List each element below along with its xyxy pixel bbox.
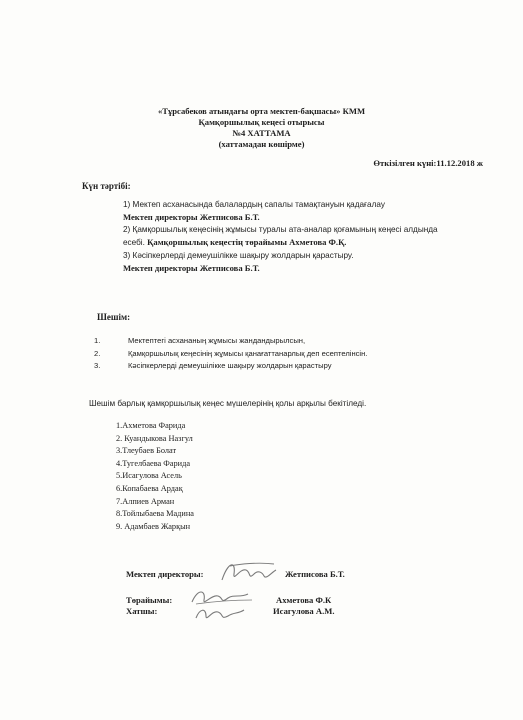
member-item: 7.Алпиев Арман [116,496,175,506]
agenda-item-2: 2) Қамқоршылық кеңесінің жұмысы туралы ата-аналар қоғамының кеңесі алдында [123,224,438,234]
agenda-speaker-2: Қамқоршылық кеңестің төрайымы Ахметова Ф.Қ. [147,237,347,248]
decision-text: Мектептегі асхананың жұмысы жандандырылсын, [128,336,306,345]
member-item: 1.Ахметова Фарида [116,421,186,430]
decision-item [94,361,434,372]
agenda-title: Күн тәртібі: [82,181,131,191]
member-item: 3.Тлеубаев Болат [116,446,177,456]
agenda-list [123,199,438,274]
chair-name: Ахметова Ф.К [276,595,332,605]
agenda-item-2-cont [123,236,438,249]
agenda-item-2-tail: есебі. [123,238,148,248]
member-item: 5.Исагулова Асель [116,471,182,481]
school-name: «Тұрсабеков атындағы орта мектеп-бақшасы» КММ [157,106,366,116]
members-list [116,420,194,533]
protocol-subtitle: (хаттамадан көшірме) [218,139,305,149]
agenda-item-1: 1) Мектеп асханасында балалардың сапалы тамақтануын қадағалау [123,200,385,209]
decision-number: 1. [94,336,101,345]
secretary-name: Исагулова А.М. [273,606,335,616]
member-item: 9. Адамбаев Жарқын [116,521,191,531]
agenda-item-3: 3) Кәсіпкерлерді демеушілікке шақыру жолдарын қарастыру. [123,250,354,260]
meeting-title: Қамқоршылық кеңесі отырысы [198,117,325,127]
director-signature [218,558,280,588]
member-item: 6.Копабаева Ардақ [116,483,183,493]
decision-title: Шешім: [97,312,131,322]
meeting-date: Өткізілген күні:11.12.2018 ж [373,158,483,168]
decision-item [94,336,434,347]
secretary-signature [192,604,248,624]
decision-text: Кәсіпкерлерді демеушілікке шақыру жолдарын қарастыру [128,361,332,370]
approval-note: Шешім барлық қамқоршылық кеңес мүшелерінің қолы арқылы бекітіледі. [89,399,367,408]
decision-item [94,349,434,360]
decision-number: 2. [94,349,101,358]
secretary-label: Хатшы: [126,606,158,616]
member-item: 4.Тугелбаева Фарида [116,458,191,468]
protocol-number: №4 ХАТТАМА [232,128,291,138]
agenda-speaker-3: Мектеп директоры Жетписова Б.Т. [123,263,260,274]
director-label: Мектеп директоры: [126,569,204,579]
chair-label: Төрайымы: [126,595,173,605]
member-item: 2. Куандыкова Назгул [116,433,193,443]
director-name: Жетписова Б.Т. [285,569,345,579]
decision-number: 3. [94,361,101,370]
member-item: 8.Тойлыбаева Мадина [116,509,194,519]
agenda-speaker-1: Мектеп директоры Жетписова Б.Т. [123,212,260,223]
decision-text: Қамқоршылық кеңесінің жұмысы қанағаттанарлық деп есептелінсін. [128,349,368,358]
